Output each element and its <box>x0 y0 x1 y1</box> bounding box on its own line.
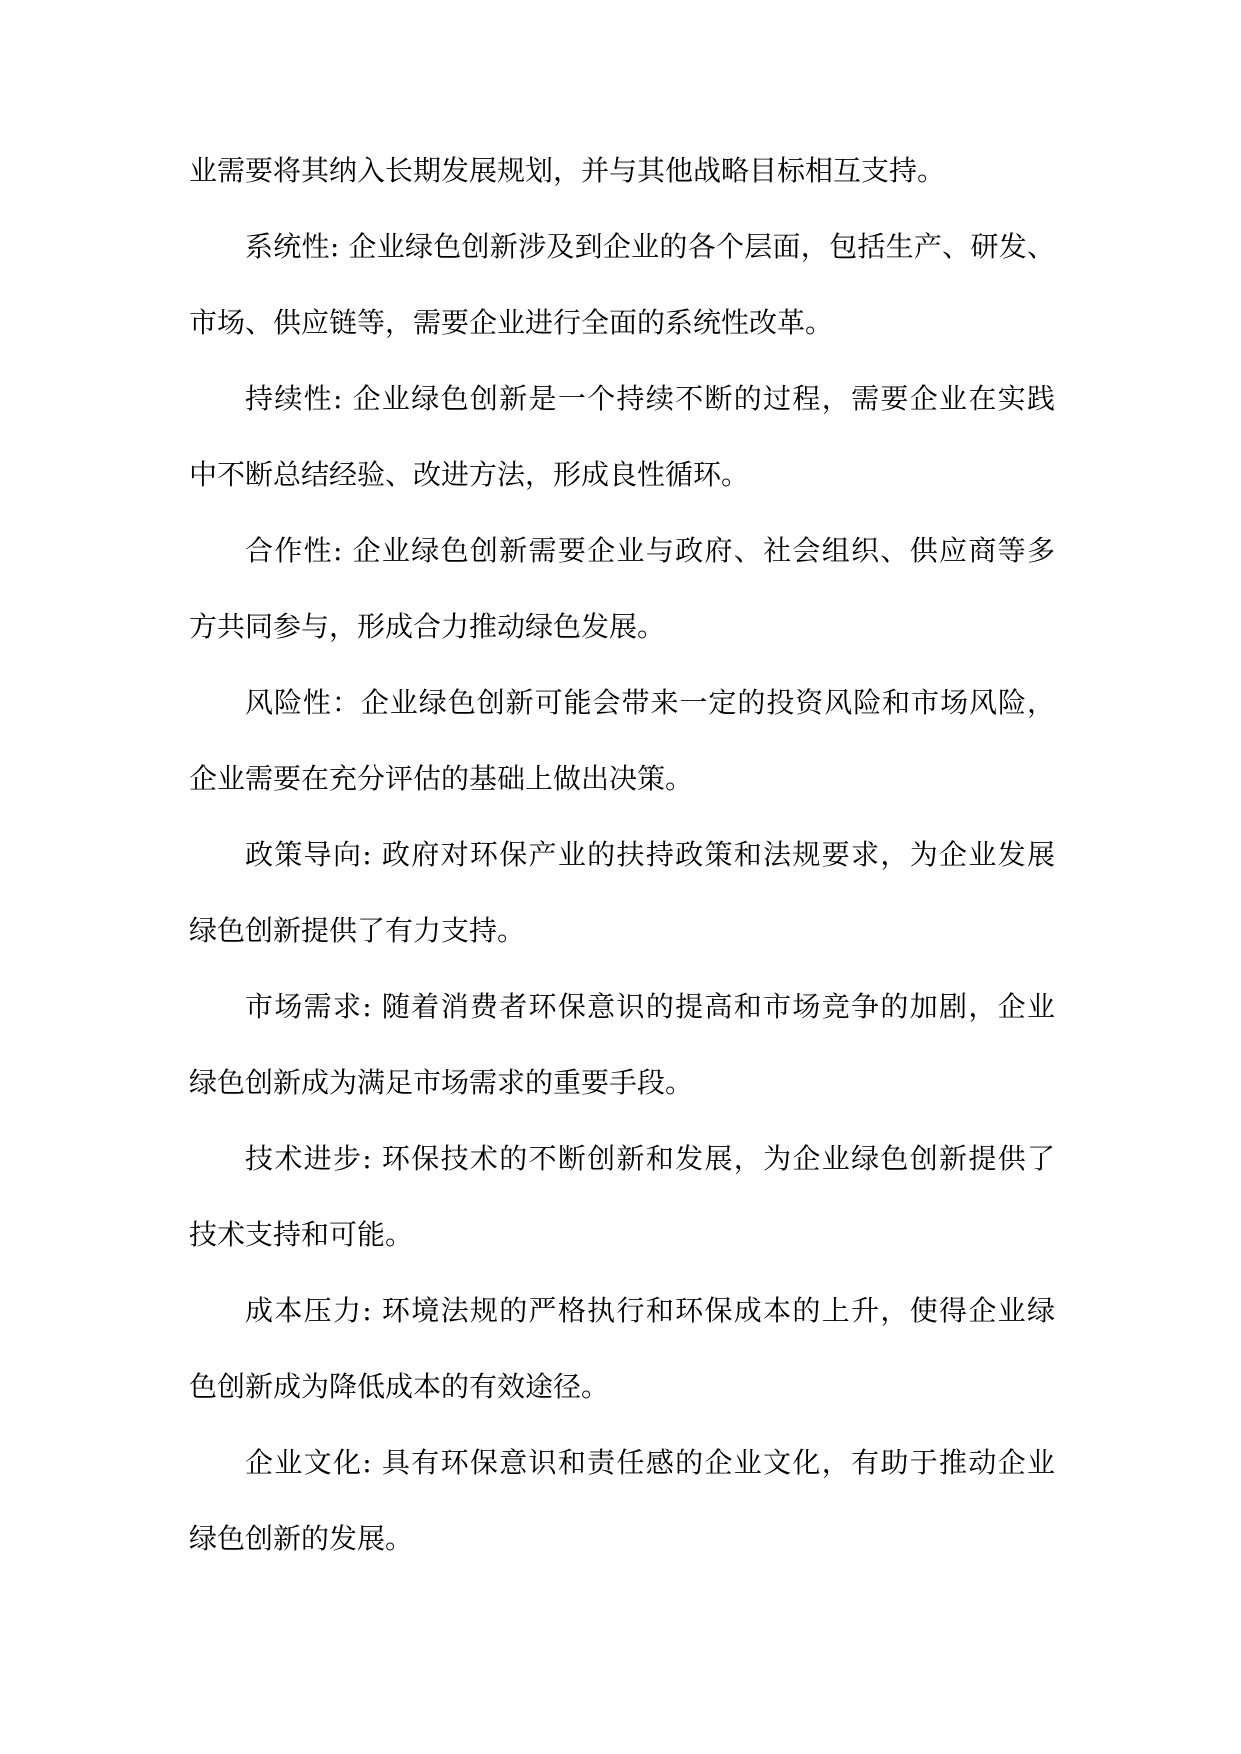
paragraph-line: 风险性：企业绿色创新可能会带来一定的投资风险和市场风险， <box>245 686 1055 719</box>
paragraph-line: 业需要将其纳入长期发展规划，并与其他战略目标相互支持。 <box>189 154 946 187</box>
paragraph-cooperation <box>189 513 1055 665</box>
paragraph-line: 市场、供应链等，需要企业进行全面的系统性改革。 <box>189 306 834 339</box>
paragraph-market-demand <box>189 969 1055 1121</box>
paragraph-line: 绿色创新成为满足市场需求的重要手段。 <box>189 1066 694 1099</box>
paragraph-line: 中不断总结经验、改进方法，形成良性循环。 <box>189 458 750 491</box>
paragraph-corporate-culture <box>189 1425 1055 1577</box>
paragraph-systematicness <box>189 209 1055 361</box>
paragraph-line: 企业文化: 具有环保意识和责任感的企业文化，有助于推动企业 <box>245 1446 1055 1479</box>
paragraph-line: 色创新成为降低成本的有效途径。 <box>189 1370 610 1403</box>
paragraph-cost-pressure <box>189 1273 1055 1425</box>
paragraph-line: 政策导向: 政府对环保产业的扶持政策和法规要求，为企业发展 <box>245 838 1055 871</box>
paragraph-line: 绿色创新提供了有力支持。 <box>189 914 526 947</box>
paragraph-line: 技术支持和可能。 <box>189 1218 414 1251</box>
paragraph-line: 企业需要在充分评估的基础上做出决策。 <box>189 762 694 795</box>
paragraph-line: 系统性: 企业绿色创新涉及到企业的各个层面，包括生产、研发、 <box>245 230 1055 263</box>
paragraph-line: 持续性: 企业绿色创新是一个持续不断的过程，需要企业在实践 <box>245 382 1055 415</box>
document-body <box>189 133 1055 1577</box>
paragraph-risk <box>189 665 1055 817</box>
paragraph-line: 方共同参与，形成合力推动绿色发展。 <box>189 610 666 643</box>
paragraph-line: 合作性: 企业绿色创新需要企业与政府、社会组织、供应商等多 <box>245 534 1055 567</box>
paragraph-line: 技术进步: 环保技术的不断创新和发展，为企业绿色创新提供了 <box>245 1142 1055 1175</box>
paragraph-line: 市场需求: 随着消费者环保意识的提高和市场竞争的加剧，企业 <box>245 990 1055 1023</box>
paragraph-technological-progress <box>189 1121 1055 1273</box>
paragraph-sustainability <box>189 361 1055 513</box>
paragraph-policy-guidance <box>189 817 1055 969</box>
paragraph-continuation <box>189 133 1055 209</box>
paragraph-line: 绿色创新的发展。 <box>189 1522 414 1555</box>
paragraph-line: 成本压力: 环境法规的严格执行和环保成本的上升，使得企业绿 <box>245 1294 1055 1327</box>
